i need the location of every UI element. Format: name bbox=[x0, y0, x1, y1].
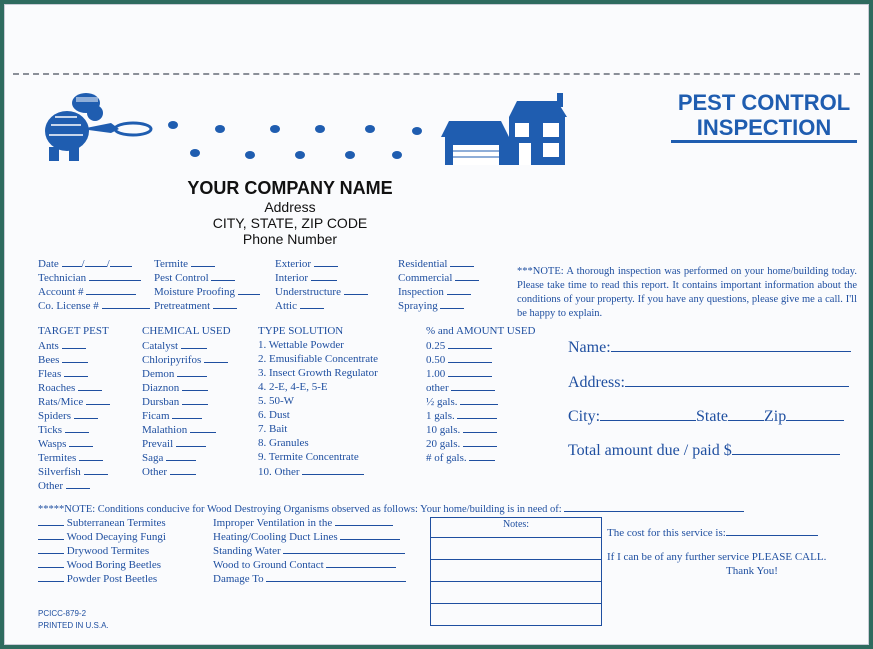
company-phone: Phone Number bbox=[242, 231, 338, 247]
spraying-field[interactable] bbox=[398, 299, 464, 313]
wdo-label: Subterranean Termites bbox=[66, 517, 166, 529]
spraying-label: Spraying bbox=[398, 300, 438, 312]
inspection-field[interactable] bbox=[398, 285, 471, 299]
chemical-row[interactable] bbox=[142, 353, 228, 367]
solution-other-row[interactable] bbox=[258, 465, 364, 479]
pest-label: Roaches bbox=[38, 382, 76, 394]
wdo-row[interactable] bbox=[38, 530, 166, 544]
wdo-label: Wood Decaying Fungi bbox=[66, 531, 166, 543]
customer-state-label: State bbox=[696, 408, 729, 425]
moisture-field[interactable] bbox=[154, 285, 260, 299]
total-due-label: Total amount due / paid $ bbox=[568, 442, 732, 459]
pest-row[interactable] bbox=[38, 367, 88, 381]
chemical-row[interactable] bbox=[142, 409, 202, 423]
amount-row[interactable] bbox=[426, 423, 497, 437]
condition-label: Damage To bbox=[213, 573, 264, 585]
account-field[interactable] bbox=[38, 285, 136, 299]
company-block bbox=[145, 177, 435, 247]
title-line-2: INSPECTION bbox=[671, 115, 857, 143]
license-label: Co. License # bbox=[38, 300, 99, 312]
date-label: Date bbox=[38, 258, 59, 270]
pest-label: Spiders bbox=[38, 410, 71, 422]
amount-label: 10 gals. bbox=[426, 424, 461, 436]
pest-label: Rats/Mice bbox=[38, 396, 84, 408]
amount-row[interactable] bbox=[426, 409, 497, 423]
chemical-label: Diaznon bbox=[142, 382, 180, 394]
pest-row[interactable] bbox=[38, 437, 93, 451]
chemical-used-header: CHEMICAL USED bbox=[142, 325, 231, 337]
attic-field[interactable] bbox=[275, 299, 324, 313]
target-pest-header: TARGET PEST bbox=[38, 325, 109, 337]
chemical-label: Saga bbox=[142, 452, 164, 464]
solution-option: 2. Emusifiable Concentrate bbox=[258, 353, 379, 365]
title-line-1: PEST CONTROL bbox=[677, 90, 851, 115]
wdo-row[interactable] bbox=[38, 516, 166, 530]
solution-option: 4. 2-E, 4-E, 5-E bbox=[258, 381, 328, 393]
amount-row[interactable] bbox=[426, 451, 495, 465]
pest-row[interactable] bbox=[38, 409, 98, 423]
pest-row[interactable] bbox=[38, 465, 108, 479]
customer-name-label: Name: bbox=[568, 339, 611, 356]
amount-label: 0.50 bbox=[426, 354, 446, 366]
pretreatment-field[interactable] bbox=[154, 299, 237, 313]
understructure-label: Understructure bbox=[275, 286, 341, 298]
commercial-field[interactable] bbox=[398, 271, 479, 285]
chemical-label: Prevail bbox=[142, 438, 174, 450]
cost-label: The cost for this service is: bbox=[607, 527, 726, 539]
understructure-field[interactable] bbox=[275, 285, 368, 299]
company-address: Address bbox=[264, 199, 316, 215]
notes-label: Notes: bbox=[431, 518, 601, 538]
amount-label: 1.00 bbox=[426, 368, 446, 380]
cost-field[interactable] bbox=[607, 526, 818, 540]
chemical-row[interactable] bbox=[142, 367, 207, 381]
chemical-label: Catalyst bbox=[142, 340, 179, 352]
customer-zip-label: Zip bbox=[764, 408, 787, 425]
wdo-label: Powder Post Beetles bbox=[66, 573, 158, 585]
condition-row[interactable] bbox=[213, 558, 396, 572]
interior-field[interactable] bbox=[275, 271, 337, 285]
amount-label: 1 gals. bbox=[426, 410, 455, 422]
amount-label: # of gals. bbox=[426, 452, 467, 464]
condition-label: Improper Ventilation in the bbox=[213, 517, 333, 529]
condition-label: Standing Water bbox=[213, 545, 281, 557]
wdo-row[interactable] bbox=[38, 572, 157, 586]
account-label: Account # bbox=[38, 286, 84, 298]
chemical-row[interactable] bbox=[142, 437, 206, 451]
amount-label: 0.25 bbox=[426, 340, 446, 352]
pest-row[interactable] bbox=[38, 353, 88, 367]
pest-label: Ants bbox=[38, 340, 59, 352]
perforation-line bbox=[13, 73, 860, 75]
solution-option: 6. Dust bbox=[258, 409, 290, 421]
solution-option: 1. Wettable Powder bbox=[258, 339, 344, 351]
notes-line[interactable] bbox=[431, 538, 601, 560]
customer-address-field[interactable] bbox=[568, 374, 849, 392]
exterminator-illustration bbox=[41, 89, 157, 167]
notes-line[interactable] bbox=[431, 582, 601, 604]
pest-label: Ticks bbox=[38, 424, 63, 436]
notes-box[interactable] bbox=[430, 517, 602, 626]
pest-row[interactable] bbox=[38, 339, 86, 353]
chemical-row[interactable] bbox=[142, 423, 216, 437]
solution-option: 3. Insect Growth Regulator bbox=[258, 367, 378, 379]
wdo-label: Wood Boring Beetles bbox=[66, 559, 161, 571]
total-due-field[interactable] bbox=[568, 442, 840, 460]
bug-trail-icons bbox=[165, 117, 435, 167]
customer-city-label: City: bbox=[568, 408, 601, 425]
termite-field[interactable] bbox=[154, 257, 215, 271]
chemical-label: Chloripyrifos bbox=[142, 354, 202, 366]
form-title bbox=[671, 90, 857, 143]
pest-row[interactable] bbox=[38, 479, 90, 493]
exterior-label: Exterior bbox=[275, 258, 312, 270]
company-city: CITY, STATE, ZIP CODE bbox=[212, 215, 368, 231]
date-separator-1: / bbox=[81, 258, 85, 270]
chemical-row[interactable] bbox=[142, 381, 208, 395]
chemical-row[interactable] bbox=[142, 465, 196, 479]
closing-text: If I can be of any further service PLEASE CALL. bbox=[607, 551, 827, 563]
condition-label: Heating/Cooling Duct Lines bbox=[213, 531, 338, 543]
form-code: PCICC-879-2 bbox=[38, 609, 87, 618]
type-solution-header: TYPE SOLUTION bbox=[258, 325, 344, 337]
amount-row[interactable] bbox=[426, 395, 498, 409]
residential-label: Residential bbox=[398, 258, 448, 270]
wdo-note-row[interactable] bbox=[38, 502, 744, 516]
chemical-label: Ficam bbox=[142, 410, 170, 422]
house-illustration bbox=[439, 91, 567, 167]
chemical-row[interactable] bbox=[142, 339, 207, 353]
wdo-row[interactable] bbox=[38, 544, 149, 558]
pest-row[interactable] bbox=[38, 381, 102, 395]
thank-you-text: Thank You! bbox=[726, 565, 778, 577]
pest-label: Silverfish bbox=[38, 466, 81, 478]
chemical-label: Malathion bbox=[142, 424, 188, 436]
wdo-row[interactable] bbox=[38, 558, 161, 572]
solution-option: 9. Termite Concentrate bbox=[258, 451, 359, 463]
pest-row[interactable] bbox=[38, 423, 89, 437]
notes-line[interactable] bbox=[431, 604, 601, 626]
date-field[interactable] bbox=[38, 257, 132, 271]
notes-line[interactable] bbox=[431, 560, 601, 582]
printed-in-usa: PRINTED IN U.S.A. bbox=[38, 621, 109, 630]
pretreatment-label: Pretreatment bbox=[154, 300, 211, 312]
termite-label: Termite bbox=[154, 258, 189, 270]
condition-label: Wood to Ground Contact bbox=[213, 559, 324, 571]
license-field[interactable] bbox=[38, 299, 150, 313]
condition-row[interactable] bbox=[213, 572, 406, 586]
amount-used-header: % and AMOUNT USED bbox=[426, 325, 536, 337]
technician-label: Technician bbox=[38, 272, 87, 284]
date-separator-2: / bbox=[106, 258, 110, 270]
pest-label: Wasps bbox=[38, 438, 67, 450]
chemical-label: Other bbox=[142, 466, 168, 478]
amount-row[interactable] bbox=[426, 339, 492, 353]
amount-row[interactable] bbox=[426, 381, 495, 395]
solution-option: 10. Other bbox=[258, 466, 300, 478]
wdo-note: *****NOTE: Conditions conducive for Wood Destroying Organisms observed as follows: Your home/building is in need of: bbox=[38, 504, 562, 515]
customer-name-field[interactable] bbox=[568, 339, 851, 357]
pest-row[interactable] bbox=[38, 451, 103, 465]
amount-label: ½ gals. bbox=[426, 396, 458, 408]
wdo-label: Drywood Termites bbox=[66, 545, 150, 557]
condition-row[interactable] bbox=[213, 544, 405, 558]
pest-row[interactable] bbox=[38, 395, 110, 409]
moisture-label: Moisture Proofing bbox=[154, 286, 235, 298]
amount-row[interactable] bbox=[426, 367, 492, 381]
pest-label: Termites bbox=[38, 452, 77, 464]
residential-field[interactable] bbox=[398, 257, 474, 271]
amount-label: other bbox=[426, 382, 449, 394]
chemical-label: Dursban bbox=[142, 396, 180, 408]
form-sheet bbox=[4, 4, 869, 645]
pest-control-field[interactable] bbox=[154, 271, 235, 285]
solution-option: 7. Bait bbox=[258, 423, 288, 435]
exterior-field[interactable] bbox=[275, 257, 338, 271]
customer-address-label: Address: bbox=[568, 374, 625, 391]
inspection-label: Inspection bbox=[398, 286, 444, 298]
attic-label: Attic bbox=[275, 300, 297, 312]
technician-field[interactable] bbox=[38, 271, 141, 285]
solution-option: 5. 50-W bbox=[258, 395, 295, 407]
amount-row[interactable] bbox=[426, 353, 492, 367]
pest-label: Bees bbox=[38, 354, 60, 366]
interior-label: Interior bbox=[275, 272, 308, 284]
company-name: YOUR COMPANY NAME bbox=[187, 178, 393, 198]
chemical-label: Demon bbox=[142, 368, 175, 380]
amount-row[interactable] bbox=[426, 437, 497, 451]
inspection-note: ***NOTE: A thorough inspection was performed on your home/building today. Please take time to read this report. It contains important information about the conditions of your property. If you have any questions, please give me a call. I'll be happy to explain. bbox=[517, 266, 857, 319]
pest-control-label: Pest Control bbox=[154, 272, 209, 284]
pest-label: Fleas bbox=[38, 368, 62, 380]
amount-label: 20 gals. bbox=[426, 438, 461, 450]
pest-label: Other bbox=[38, 480, 64, 492]
condition-row[interactable] bbox=[213, 530, 400, 544]
commercial-label: Commercial bbox=[398, 272, 453, 284]
customer-city-state-zip-field[interactable] bbox=[568, 408, 844, 426]
solution-option: 8. Granules bbox=[258, 437, 309, 449]
chemical-row[interactable] bbox=[142, 395, 208, 409]
chemical-row[interactable] bbox=[142, 451, 196, 465]
condition-row[interactable] bbox=[213, 516, 393, 530]
